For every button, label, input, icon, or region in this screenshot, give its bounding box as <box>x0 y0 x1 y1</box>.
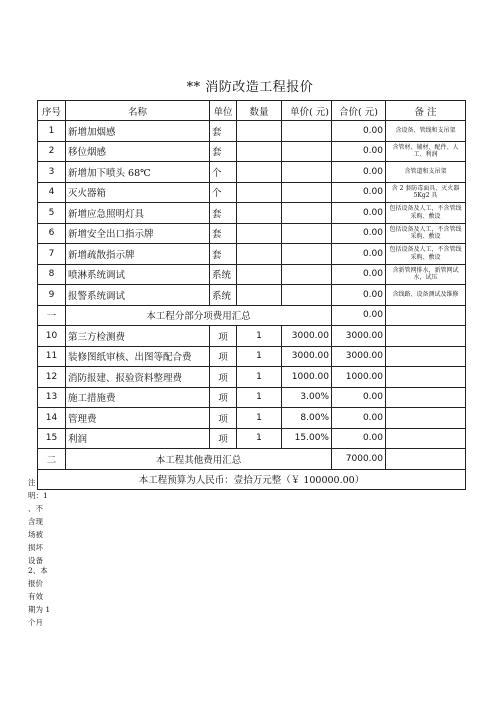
row-note: 含新管网排水，新管网试水，试压 <box>386 264 466 285</box>
row-price: 3000.00 <box>282 326 332 347</box>
row-qty <box>237 203 282 224</box>
footnote-1 <box>28 476 68 567</box>
row-name: 新增疏散指示牌 <box>66 244 210 265</box>
footnote-line: 个月 <box>28 618 43 627</box>
row-price: 1000.00 <box>282 367 332 388</box>
row-unit: 套 <box>210 141 237 162</box>
row-note <box>386 387 466 408</box>
table-row <box>38 326 466 347</box>
row-no: 14 <box>38 408 66 429</box>
row-name: 施工措施费 <box>66 387 210 408</box>
row-price: 8.00% <box>282 408 332 429</box>
footnote-line: 含现 <box>28 517 43 526</box>
subtotal-note <box>386 449 466 470</box>
row-total: 0.00 <box>332 223 386 244</box>
subtotal-row <box>38 305 466 326</box>
row-unit: 个 <box>210 182 237 203</box>
row-price <box>282 244 332 265</box>
footnote-line: 场被 <box>28 530 43 539</box>
footnote-line: 报价 <box>28 579 43 588</box>
row-no: 10 <box>38 326 66 347</box>
row-no: 3 <box>38 162 66 183</box>
footnote-line: 设备 <box>28 556 43 565</box>
row-unit: 项 <box>210 367 237 388</box>
header-qty: 数量 <box>237 101 282 121</box>
row-total: 0.00 <box>332 121 386 142</box>
row-price: 3000.00 <box>282 346 332 367</box>
quote-table <box>37 100 466 490</box>
table-row <box>38 162 466 183</box>
footnote-line: 损坏 <box>28 543 43 552</box>
row-note <box>386 326 466 347</box>
table-row <box>38 285 466 306</box>
row-total: 0.00 <box>332 285 386 306</box>
header-name: 名称 <box>66 101 210 121</box>
row-unit: 系统 <box>210 285 237 306</box>
row-qty: 1 <box>237 367 282 388</box>
row-unit: 项 <box>210 326 237 347</box>
row-qty <box>237 162 282 183</box>
subtotal-row <box>38 449 466 470</box>
row-no: 8 <box>38 264 66 285</box>
table-row <box>38 203 466 224</box>
row-total: 3000.00 <box>332 346 386 367</box>
footnote-line: 有效 <box>28 592 43 601</box>
header-total: 合价( 元) <box>332 101 386 121</box>
row-name: 新增加下喷头 68℃ <box>66 162 210 183</box>
row-name: 新增应急照明灯具 <box>66 203 210 224</box>
table-row <box>38 367 466 388</box>
row-no: 15 <box>38 428 66 449</box>
row-qty <box>237 223 282 244</box>
row-total: 0.00 <box>332 387 386 408</box>
row-name: 新增加烟感 <box>66 121 210 142</box>
row-note: 含管道和支吊架 <box>386 162 466 183</box>
row-no: 11 <box>38 346 66 367</box>
row-no: 9 <box>38 285 66 306</box>
row-total: 0.00 <box>332 203 386 224</box>
row-no: 7 <box>38 244 66 265</box>
header-no: 序号 <box>38 101 66 121</box>
row-total: 0.00 <box>332 428 386 449</box>
row-price <box>282 162 332 183</box>
footnote-line: 2、本 <box>28 566 48 575</box>
row-qty <box>237 244 282 265</box>
row-price <box>282 182 332 203</box>
table-row <box>38 264 466 285</box>
row-price: 3.00% <box>282 387 332 408</box>
row-note: 含设备、管线和支吊架 <box>386 121 466 142</box>
row-qty: 1 <box>237 326 282 347</box>
table-header-row <box>38 101 466 121</box>
row-note <box>386 367 466 388</box>
row-no: 12 <box>38 367 66 388</box>
footnote-line: 、不 <box>28 504 43 513</box>
row-name: 报警系统调试 <box>66 285 210 306</box>
row-note: 含线路、设备测试及维修 <box>386 285 466 306</box>
row-total: 0.00 <box>332 182 386 203</box>
row-unit: 项 <box>210 387 237 408</box>
row-note: 包括设备及人工，不含管线采购、敷设 <box>386 203 466 224</box>
row-total: 0.00 <box>332 264 386 285</box>
row-name: 第三方检测费 <box>66 326 210 347</box>
row-unit: 系统 <box>210 264 237 285</box>
footnote-line: 期为 1 <box>28 605 51 614</box>
row-total: 0.00 <box>332 162 386 183</box>
footnote-line: 注 <box>28 478 36 487</box>
row-qty: 1 <box>237 408 282 429</box>
row-no: 5 <box>38 203 66 224</box>
row-price <box>282 264 332 285</box>
row-unit: 套 <box>210 121 237 142</box>
row-name: 移位烟感 <box>66 141 210 162</box>
row-name: 利润 <box>66 428 210 449</box>
row-unit: 项 <box>210 408 237 429</box>
row-price: 15.00% <box>282 428 332 449</box>
row-name: 管理费 <box>66 408 210 429</box>
table-row <box>38 428 466 449</box>
row-total: 0.00 <box>332 244 386 265</box>
subtotal-label: 本工程分部分项费用汇总 <box>66 305 332 326</box>
row-unit: 套 <box>210 203 237 224</box>
footnote-line: 明：1 <box>28 491 48 500</box>
subtotal-no: 二 <box>38 449 66 470</box>
header-price: 单价( 元) <box>282 101 332 121</box>
row-name: 灭火器箱 <box>66 182 210 203</box>
table-row <box>38 387 466 408</box>
subtotal-total: 0.00 <box>332 305 386 326</box>
row-qty <box>237 121 282 142</box>
row-qty: 1 <box>237 346 282 367</box>
table-row <box>38 182 466 203</box>
row-qty <box>237 141 282 162</box>
grand-total: 本工程预算为人民币：壹拾万元整（￥ 100000.00） <box>38 469 466 490</box>
table-row <box>38 244 466 265</box>
row-total: 1000.00 <box>332 367 386 388</box>
table-row <box>38 223 466 244</box>
table-row <box>38 408 466 429</box>
row-unit: 项 <box>210 346 237 367</box>
row-unit: 套 <box>210 244 237 265</box>
row-no: 6 <box>38 223 66 244</box>
row-note: 包括设备及人工，不含管线采购、敷设 <box>386 223 466 244</box>
table-row <box>38 141 466 162</box>
row-price <box>282 203 332 224</box>
row-qty: 1 <box>237 428 282 449</box>
subtotal-total: 7000.00 <box>332 449 386 470</box>
subtotal-no: 一 <box>38 305 66 326</box>
row-note: 含管材、辅材、配件、人工、利润 <box>386 141 466 162</box>
row-name: 新增安全出口指示牌 <box>66 223 210 244</box>
row-qty <box>237 264 282 285</box>
table-row <box>38 121 466 142</box>
row-name: 消防报建、报验资料整理费 <box>66 367 210 388</box>
row-no: 13 <box>38 387 66 408</box>
row-note <box>386 428 466 449</box>
row-total: 0.00 <box>332 408 386 429</box>
header-unit: 单位 <box>210 101 237 121</box>
row-no: 1 <box>38 121 66 142</box>
header-note: 备 注 <box>386 101 466 121</box>
row-qty: 1 <box>237 387 282 408</box>
row-name: 喷淋系统调试 <box>66 264 210 285</box>
row-name: 装修图纸审核、出图等配合费 <box>66 346 210 367</box>
row-no: 4 <box>38 182 66 203</box>
row-unit: 套 <box>210 223 237 244</box>
row-qty <box>237 182 282 203</box>
subtotal-note <box>386 305 466 326</box>
grand-total-row <box>38 469 466 490</box>
row-price <box>282 223 332 244</box>
subtotal-label: 本工程其他费用汇总 <box>66 449 332 470</box>
row-total: 3000.00 <box>332 326 386 347</box>
row-unit: 项 <box>210 428 237 449</box>
table-row <box>38 346 466 367</box>
row-price <box>282 285 332 306</box>
row-note <box>386 346 466 367</box>
row-price <box>282 121 332 142</box>
page-title: ** 消防改造工程报价 <box>186 80 314 95</box>
row-total: 0.00 <box>332 141 386 162</box>
row-unit: 个 <box>210 162 237 183</box>
row-qty <box>237 285 282 306</box>
row-price <box>282 141 332 162</box>
footnote-2 <box>28 564 68 629</box>
row-no: 2 <box>38 141 66 162</box>
row-note: 含 2 套防毒面具、灭火器 5Kg2 具 <box>386 182 466 203</box>
row-note <box>386 408 466 429</box>
row-note: 包括设备及人工，不含管线采购、敷设 <box>386 244 466 265</box>
